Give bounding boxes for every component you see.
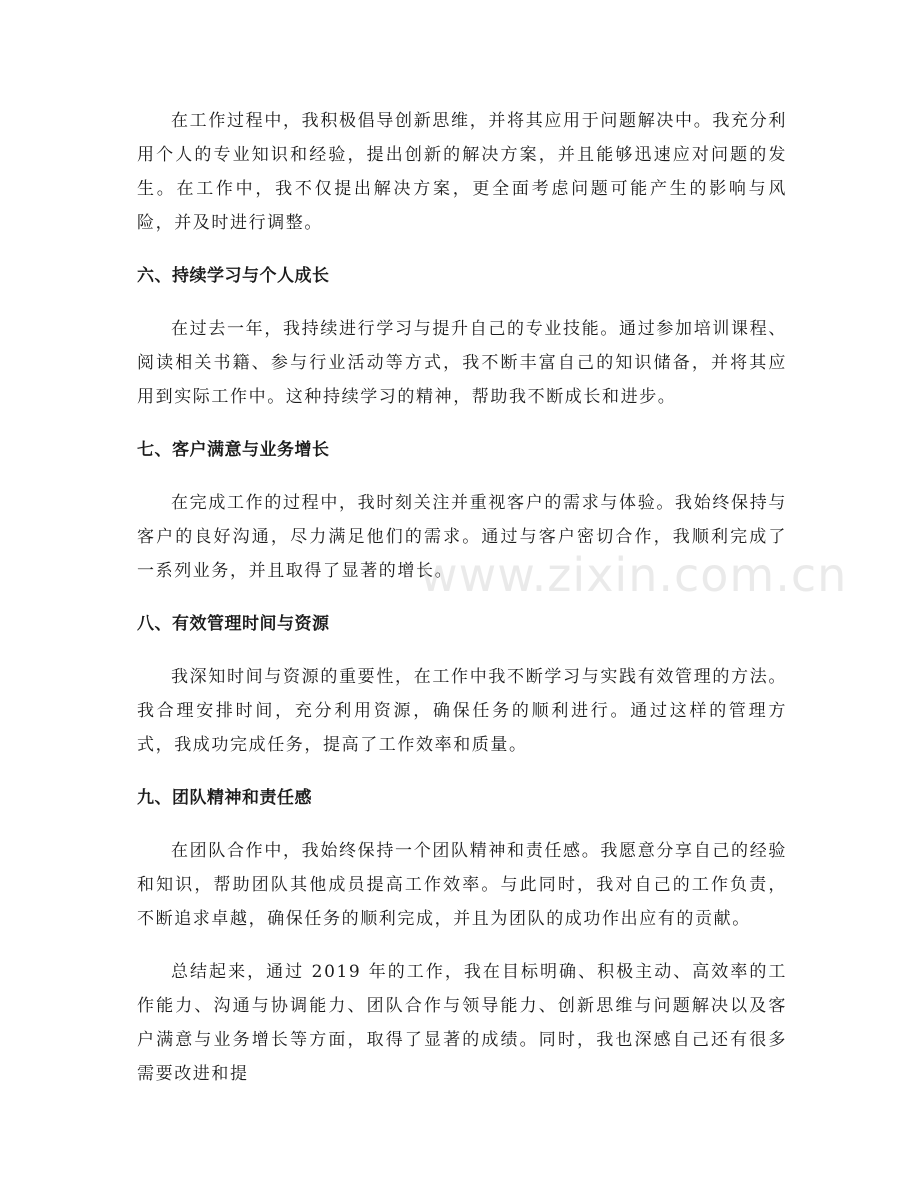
section-heading-6: 六、持续学习与个人成长: [137, 266, 330, 286]
conclusion-paragraph: 总结起来，通过 2019 年的工作，我在目标明确、积极主动、高效率的工作能力、沟通与协调能力、团队合作与领导能力、创新思维与问题解决以及客户满意与业务增长等方面，取得了显著的成绩。同时，我也深感自己还有很多需要改进和提: [137, 962, 787, 1084]
section-heading-9: 九、团队精神和责任感: [137, 788, 312, 808]
section-body-7: 在完成工作的过程中，我时刻关注并重视客户的需求与体验。我始终保持与客户的良好沟通，尽力满足他们的需求。通过与客户密切合作，我顺利完成了一系列业务，并且取得了显著的增长。: [137, 493, 787, 581]
section-body-6: 在过去一年，我持续进行学习与提升自己的专业技能。通过参加培训课程、阅读相关书籍、参与行业活动等方式，我不断丰富自己的知识储备，并将其应用到实际工作中。这种持续学习的精神，帮助我不断成长和进步。: [137, 319, 787, 407]
section-body-8: 我深知时间与资源的重要性，在工作中我不断学习与实践有效管理的方法。我合理安排时间，充分利用资源，确保任务的顺利进行。通过这样的管理方式，我成功完成任务，提高了工作效率和质量。: [137, 667, 787, 755]
intro-paragraph: 在工作过程中，我积极倡导创新思维，并将其应用于问题解决中。我充分利用个人的专业知识和经验，提出创新的解决方案，并且能够迅速应对问题的发生。在工作中，我不仅提出解决方案，更全面考虑问题可能产生的影响与风险，并及时进行调整。: [137, 111, 787, 233]
section-heading-8: 八、有效管理时间与资源: [137, 614, 330, 634]
section-heading-7: 七、客户满意与业务增长: [137, 440, 330, 460]
document-body: [137, 104, 787, 1110]
watermark-text: www.zixin.com.cn: [420, 548, 848, 602]
section-body-9: 在团队合作中，我始终保持一个团队精神和责任感。我愿意分享自己的经验和知识，帮助团队其他成员提高工作效率。与此同时，我对自己的工作负责，不断追求卓越，确保任务的顺利完成，并且为团队的成功作出应有的贡献。: [137, 841, 787, 929]
